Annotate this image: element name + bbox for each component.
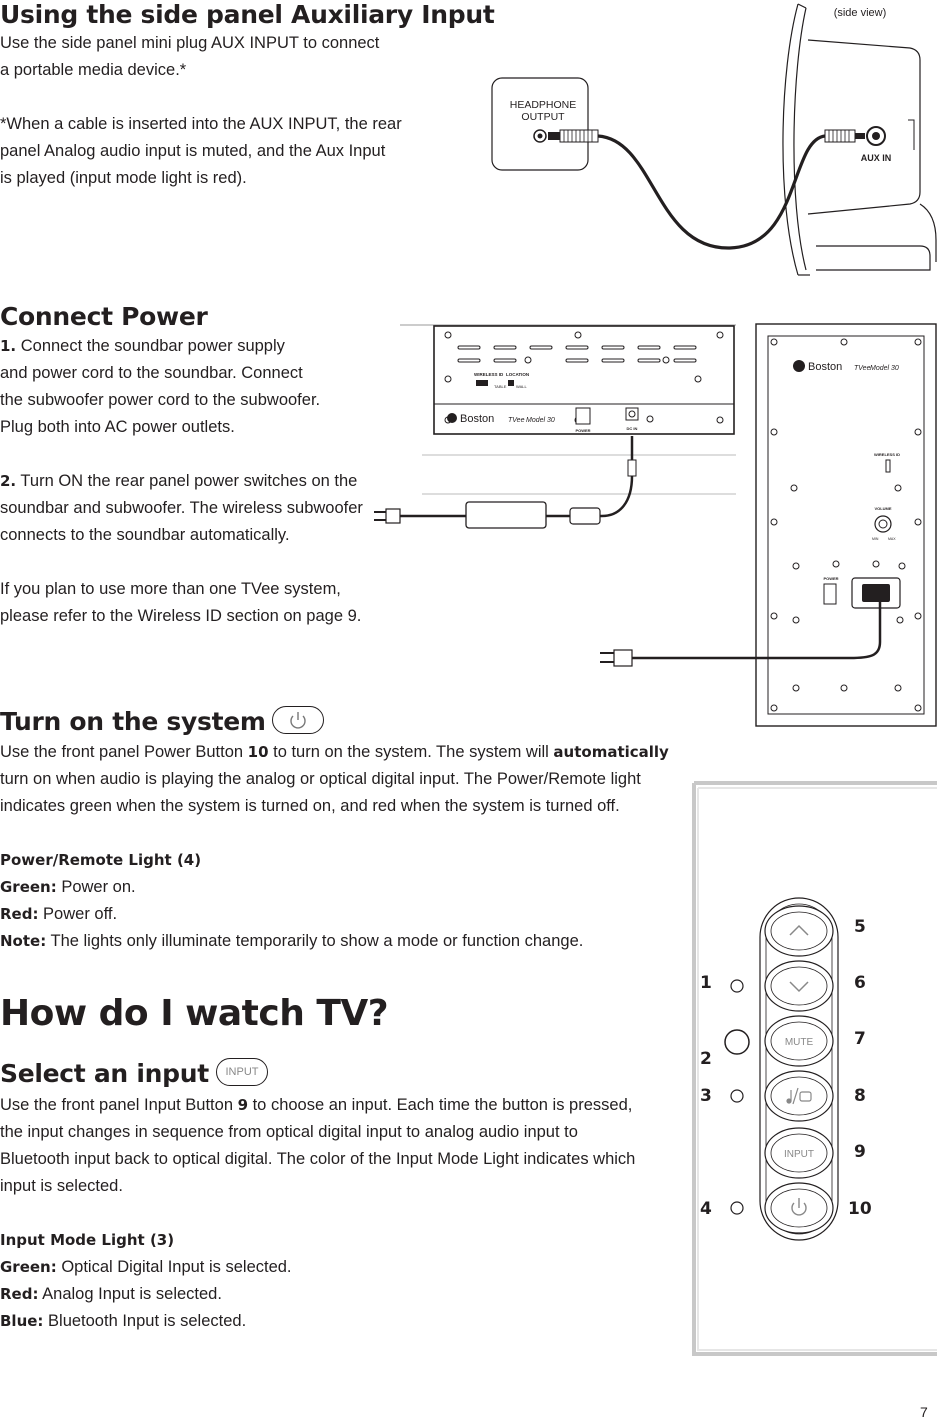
- callout-number: 3: [700, 1086, 712, 1106]
- aux-note-line: *When a cable is inserted into the AUX INPUT, the rear: [0, 115, 402, 133]
- subwoofer-rear-panel: [756, 324, 936, 726]
- power-remote-light: [731, 1202, 743, 1214]
- aux-side-view-diagram: [480, 0, 937, 285]
- button-number: 9: [237, 1096, 249, 1114]
- watch-text: Bluetooth input back to optical digital. The color of the Input Mode Light indicates which: [0, 1150, 636, 1168]
- step-text: and power cord to the soundbar. Connect: [0, 364, 303, 382]
- red-label: Red:: [0, 1285, 39, 1303]
- step-text: Connect the soundbar power supply: [16, 337, 285, 355]
- callout-number: 5: [854, 917, 866, 937]
- model-label: TVee: [854, 365, 871, 372]
- step-text: Turn ON the rear panel power switches on the: [16, 472, 358, 490]
- callout-number: 2: [700, 1049, 712, 1069]
- dc-in-label: DC IN: [626, 426, 638, 431]
- callout-number: 10: [848, 1199, 872, 1219]
- model-label: TVee: [508, 417, 525, 424]
- model-suffix-label: Model 30: [526, 417, 555, 424]
- ac-plug-icon: [614, 650, 632, 666]
- aux-title: Using the side panel Auxiliary Input: [0, 0, 495, 29]
- input-label: INPUT: [784, 1149, 814, 1160]
- callout-number: 7: [854, 1029, 866, 1049]
- table-label: TABLE: [494, 384, 507, 389]
- mode-button: [765, 1071, 833, 1121]
- power-supply-brick: [466, 502, 546, 528]
- volume-down-button: [765, 961, 833, 1011]
- input-mode-light: [731, 1090, 743, 1102]
- power-button-badge: [272, 706, 324, 734]
- location-label: LOCATION: [506, 372, 530, 377]
- brand-label: Boston: [460, 413, 495, 425]
- power-switch-label: POWER: [575, 428, 591, 433]
- brand-label: Boston: [808, 361, 843, 373]
- callout-number: 6: [854, 973, 866, 993]
- aux-note-line: panel Analog audio input is muted, and the Aux Input: [0, 142, 386, 160]
- step-text: please refer to the Wireless ID section on page 9.: [0, 607, 362, 625]
- media-device-box: [492, 78, 588, 170]
- emphasis-text: automatically: [553, 743, 669, 761]
- step-text: Plug both into AC power outlets.: [0, 418, 235, 436]
- watch-text: the input changes in sequence from optical digital input to analog audio input to: [0, 1123, 578, 1141]
- ac-plug-icon: [386, 509, 400, 523]
- note-label: Note:: [0, 932, 47, 950]
- step-text: soundbar and subwoofer. The wireless subwoofer: [0, 499, 363, 517]
- wireless-id-label: WIRELESS ID: [874, 452, 901, 457]
- blue-text: Bluetooth Input is selected.: [43, 1312, 247, 1330]
- aux-in-label: AUX IN: [860, 153, 892, 163]
- aux-intro-line: Use the side panel mini plug AUX INPUT to connect: [0, 34, 380, 52]
- boston-logo-icon: [447, 413, 457, 423]
- power-title: Connect Power: [0, 302, 208, 331]
- aux-intro-line: a portable media device.*: [0, 61, 187, 79]
- turnon-text: turn on when audio is playing the analog or optical digital input. The Power/Remote light: [0, 770, 641, 788]
- green-text: Power on.: [56, 878, 136, 896]
- volume-up-button: [765, 906, 833, 956]
- model-suffix-label: Model 30: [870, 365, 899, 372]
- watch-text: input is selected.: [0, 1177, 123, 1195]
- watch-body: [0, 1092, 680, 1335]
- step-number: 2.: [0, 472, 17, 490]
- blue-label: Blue:: [0, 1312, 44, 1330]
- mute-label: MUTE: [784, 1037, 814, 1048]
- green-text: Optical Digital Input is selected.: [56, 1258, 292, 1276]
- callout-number: 1: [700, 973, 712, 993]
- min-label: MIN: [872, 537, 879, 541]
- power-icon: [273, 707, 323, 733]
- turnon-text: indicates green when the system is turned on, and red when the system is turned off.: [0, 797, 620, 815]
- turnon-title: Turn on the system: [0, 707, 266, 736]
- red-text: Analog Input is selected.: [38, 1285, 222, 1303]
- callout-number: 4: [700, 1199, 712, 1219]
- aux-cable: [598, 136, 825, 248]
- page-number: 7: [920, 1404, 928, 1420]
- turnon-text: to turn on the system. The system will: [268, 743, 554, 761]
- light-heading: Power/Remote Light (4): [0, 851, 202, 869]
- boston-logo-icon: [793, 360, 805, 372]
- subwoofer-rear-diagram: [580, 322, 937, 727]
- red-label: Red:: [0, 905, 39, 923]
- power-switch-label: POWER: [823, 576, 839, 581]
- note-text: The lights only illuminate temporarily to show a mode or function change.: [46, 932, 584, 950]
- step-number: 1.: [0, 337, 17, 355]
- wall-label: WALL: [516, 384, 527, 389]
- mode-heading: Input Mode Light (3): [0, 1231, 175, 1249]
- indicator-light: [731, 980, 743, 992]
- watch-text: to choose an input. Each time the button is pressed,: [248, 1096, 633, 1114]
- turnon-body: [0, 739, 680, 955]
- ir-sensor: [725, 1030, 749, 1054]
- aux-intro: [0, 30, 420, 192]
- callout-number: 9: [854, 1142, 866, 1162]
- green-label: Green:: [0, 878, 57, 896]
- wireless-id-label: WIRELESS ID: [474, 372, 504, 377]
- side-view-label: (side view): [833, 7, 887, 19]
- button-number: 10: [247, 743, 269, 761]
- volume-knob-icon: [875, 516, 891, 532]
- callout-number: 8: [854, 1086, 866, 1106]
- green-label: Green:: [0, 1258, 57, 1276]
- max-label: MAX: [888, 537, 896, 541]
- turnon-text: Use the front panel Power Button: [0, 743, 248, 761]
- headphone-label-2: OUTPUT: [521, 111, 565, 123]
- aux-note-line: is played (input mode light is red).: [0, 169, 247, 187]
- power-steps: [0, 333, 380, 630]
- select-input-title: Select an input: [0, 1059, 209, 1088]
- step-text: If you plan to use more than one TVee system,: [0, 580, 341, 598]
- step-text: the subwoofer power cord to the subwoofer.: [0, 391, 321, 409]
- input-button-badge: INPUT: [216, 1058, 268, 1086]
- watch-title: How do I watch TV?: [0, 993, 389, 1034]
- red-text: Power off.: [38, 905, 118, 923]
- watch-text: Use the front panel Input Button: [0, 1096, 238, 1114]
- headphone-label: HEADPHONE: [509, 99, 577, 111]
- power-switch-icon: [824, 584, 836, 604]
- step-text: connects to the soundbar automatically.: [0, 526, 290, 544]
- front-panel-diagram: [690, 780, 937, 1360]
- volume-label: VOLUME: [874, 506, 892, 511]
